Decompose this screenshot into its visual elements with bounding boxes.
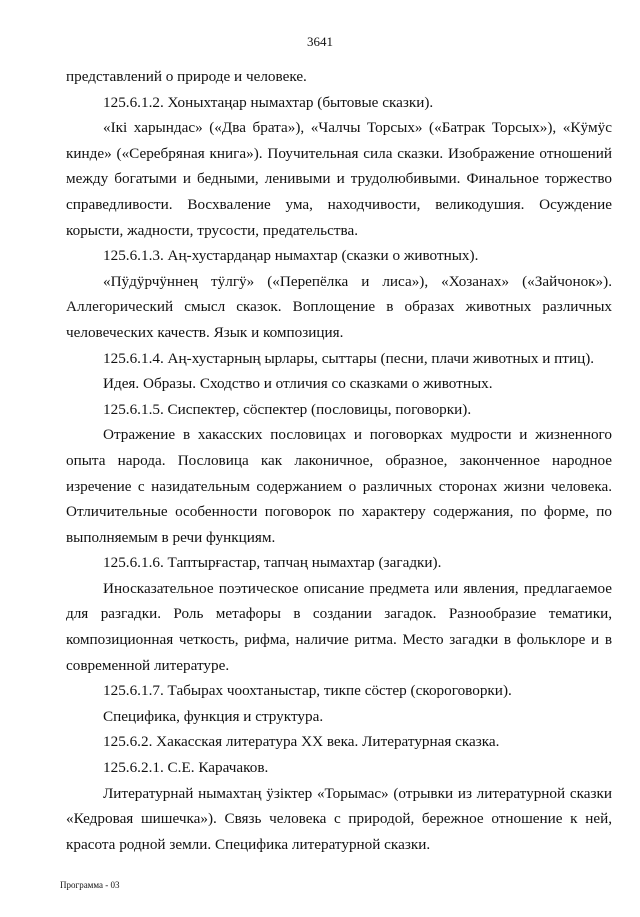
paragraph-proverbs: Отражение в хакасских пословицах и поговорках мудрости и жизненного опыта народа. Пословица как лаконичное, образное, законченное народное изречение с назидательным содержанием о различных сторонах жизни человека. Отличительные особенности поговорок по характеру содержания, по форме, по выполняемым в речи функциям. — [66, 426, 612, 546]
section-heading-literature-20th-century: 125.6.2. Хакасская литература XX века. Литературная сказка. — [103, 733, 500, 751]
paragraph-tongue-twisters: Специфика, функция и структура. — [103, 707, 324, 725]
section-heading-riddles: 125.6.1.6. Таптырғастар, тапчаң нымахтар (загадки). — [103, 554, 442, 572]
paragraph-intro-continuation: представлений о природе и человеке. — [66, 68, 307, 85]
paragraph-animal-songs: Идея. Образы. Сходство и отличия со сказками о животных. — [103, 375, 493, 393]
footer-label: Программа - 03 — [60, 880, 120, 890]
paragraph-literary-tale: Литературнай нымахтаң ӱзіктер «Торымас» (отрывки из литературной сказки «Кедровая шишечка»). Связь человека с природой, бережное отношение к ней, красота родной земли. Специфика литературной сказки. — [66, 784, 612, 853]
section-heading-proverbs: 125.6.1.5. Сиспектер, сӧспектер (пословицы, поговорки). — [103, 400, 472, 418]
section-heading-karachakov: 125.6.2.1. С.Е. Карачаков. — [103, 759, 269, 777]
document-body — [66, 64, 612, 857]
paragraph-household-tales: «Ікі харындас» («Два брата»), «Чалчы Торсых» («Батрак Торсых»), «Кӱмӱс кинде» («Серебряная книга»). Поучительная сила сказки. Изображение отношений между богатыми и бедными, ленивыми и трудолюбивыми. Финальное торжество справедливости. Восхваление ума, находчивости, великодушия. Осуждение корысти, жадности, трусости, предательства. — [66, 119, 612, 239]
section-heading-tongue-twisters: 125.6.1.7. Табырах чоохтаныстар, тикпе сӧстер (скороговорки). — [103, 682, 512, 700]
page-number: 3641 — [307, 34, 333, 49]
paragraph-riddles: Иносказательное поэтическое описание предмета или явления, предлагаемое для разгадки. Роль метафоры в создании загадок. Разнообразие тематики, композиционная четкость, рифма, наличие ритма. Место загадки в фольклоре и в современной литературе. — [66, 579, 612, 674]
paragraph-animal-tales: «Пӱдӱрчӱннең тӱлгӱ» («Перепёлка и лиса»), «Хозанах» («Зайчонок»). Аллегорический смысл сказок. Воплощение в образах животных различных человеческих качеств. Язык и композиция. — [66, 272, 612, 341]
section-heading-household-tales: 125.6.1.2. Хоныхтаңар нымахтар (бытовые сказки). — [103, 93, 434, 111]
section-heading-animal-songs: 125.6.1.4. Аң-хустарның ырлары, сыттары (песни, плачи животных и птиц). — [103, 349, 595, 367]
section-heading-animal-tales: 125.6.1.3. Аң-хустардаңар нымахтар (сказки о животных). — [103, 247, 479, 265]
